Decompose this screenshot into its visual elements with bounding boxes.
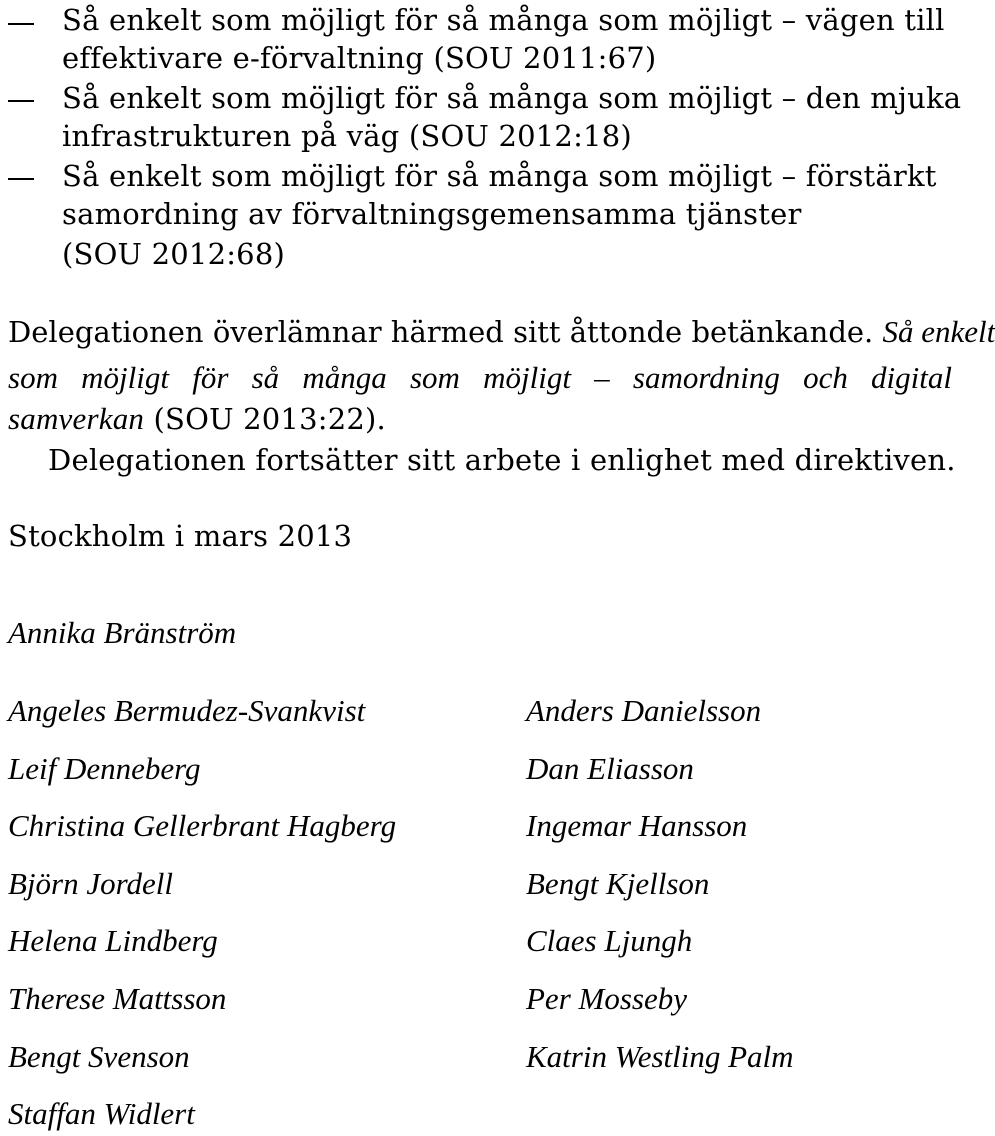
paragraph-sentence-1: Delegationen överlämnar härmed sitt åttonde betänkande. <box>8 315 874 349</box>
reference-item-1-line-1: Så enkelt som möjligt för så många som möjligt – vägen till <box>62 3 945 37</box>
member-name: Claes Ljungh <box>526 923 693 958</box>
report-title-part-2: som möjligt för så många som möjligt – samordning och digital <box>8 360 952 395</box>
member-name: Ingemar Hansson <box>526 808 748 843</box>
member-name: Per Mosseby <box>526 981 687 1016</box>
member-name: Angeles Bermudez-Svankvist <box>8 693 366 728</box>
member-name: Katrin Westling Palm <box>526 1039 794 1074</box>
paragraph-line-3 <box>8 401 386 437</box>
paragraph-sentence-2: Delegationen fortsätter sitt arbete i enlighet med direktiven. <box>48 443 956 477</box>
place-date: Stockholm i mars 2013 <box>8 519 353 553</box>
member-name: Staffan Widlert <box>8 1096 195 1131</box>
member-name: Helena Lindberg <box>8 923 218 958</box>
reference-item-3-line-1: Så enkelt som möjligt för så många som möjligt – förstärkt <box>62 159 937 193</box>
member-name: Leif Denneberg <box>8 751 201 786</box>
report-reference: (SOU 2013:22). <box>153 402 386 436</box>
member-name: Anders Danielsson <box>526 693 762 728</box>
paragraph-line-1 <box>8 314 995 350</box>
member-name: Dan Eliasson <box>526 751 694 786</box>
reference-item-3-line-3: (SOU 2012:68) <box>62 237 286 271</box>
chair-name: Annika Bränström <box>8 615 237 650</box>
member-name: Björn Jordell <box>8 866 174 901</box>
member-name: Bengt Kjellson <box>526 866 710 901</box>
member-name: Christina Gellerbrant Hagberg <box>8 808 397 843</box>
reference-item-2-line-2: infrastrukturen på väg (SOU 2012:18) <box>62 119 632 153</box>
list-dash <box>8 100 34 102</box>
member-name: Therese Mattsson <box>8 981 227 1016</box>
list-dash <box>8 23 34 25</box>
report-title-part-3: samverkan <box>8 401 145 436</box>
member-name: Bengt Svenson <box>8 1039 190 1074</box>
report-title-part-1: Så enkelt <box>882 314 995 349</box>
reference-item-3-line-2: samordning av förvaltningsgemensamma tjänster <box>62 197 802 231</box>
reference-item-1-line-2: effektivare e-förvaltning (SOU 2011:67) <box>62 41 657 75</box>
reference-item-2-line-1: Så enkelt som möjligt för så många som möjligt – den mjuka <box>62 81 962 115</box>
list-dash <box>8 178 34 180</box>
